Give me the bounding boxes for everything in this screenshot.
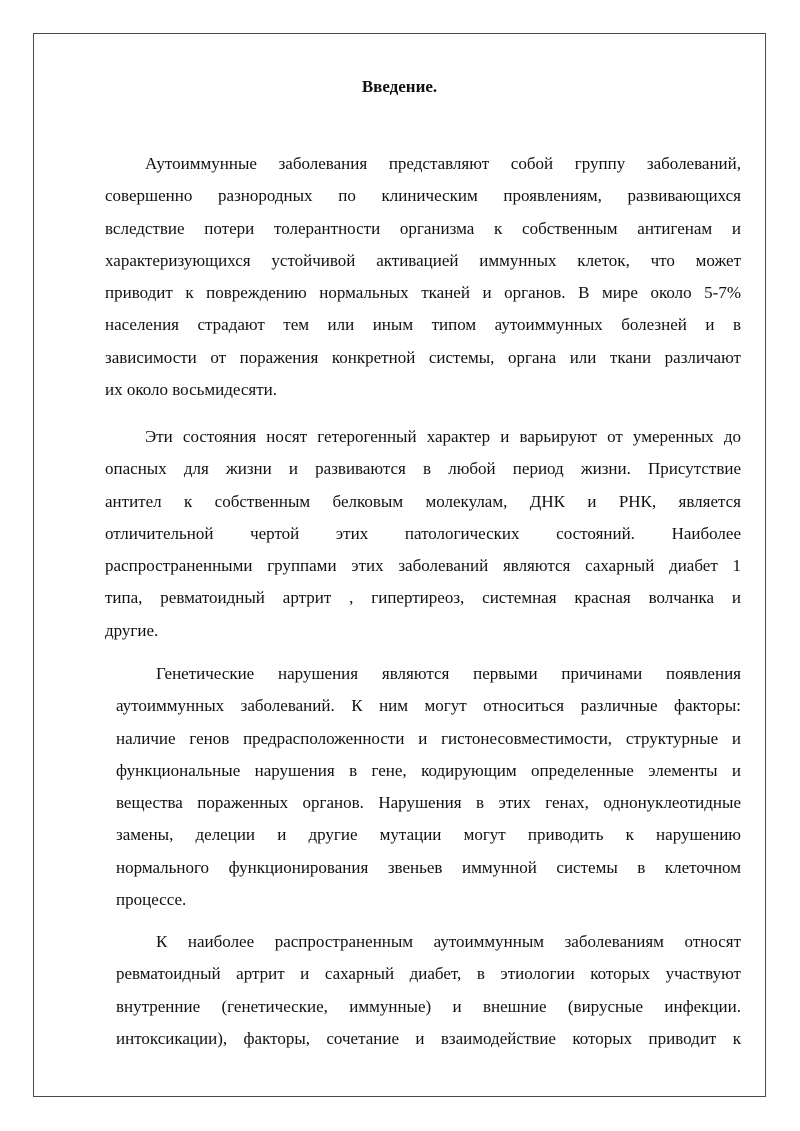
paragraph-line: антител к собственным белковым молекулам, ДНК и РНК, является: [105, 491, 741, 511]
paragraph-line: К наиболее распространенным аутоиммунным заболеваниям относят: [156, 932, 741, 951]
paragraph-line: вследствие потери толерантности организма к собственным антигенам и: [105, 218, 741, 238]
paragraph-line: их около восьмидесяти.: [105, 380, 278, 400]
paragraph-line: нормального функционирования звеньев иммунной системы в клеточном: [116, 857, 741, 877]
paragraph-line: распространенными группами этих заболеваний являются сахарный диабет 1: [105, 556, 741, 576]
paragraph-line: Аутоиммунные заболевания представляют собой группу заболеваний,: [145, 154, 741, 173]
document-page: [33, 33, 766, 1097]
paragraph-1: [105, 148, 741, 406]
paragraph-line: вещества пораженных органов. Нарушения в этих генах, однонуклеотидные: [116, 793, 741, 813]
paragraph-line: другие.: [105, 620, 159, 640]
paragraph-4: [116, 926, 741, 1055]
paragraph-line: Эти состояния носят гетерогенный характер и варьируют от умеренных до: [145, 427, 741, 446]
paragraph-line: аутоиммунных заболеваний. К ним могут относиться различные факторы:: [116, 696, 741, 716]
paragraph-line: опасных для жизни и развиваются в любой период жизни. Присутствие: [105, 459, 741, 479]
document-title: Введение.: [361, 77, 438, 96]
paragraph-line: совершенно разнородных по клиническим проявлениям, развивающихся: [105, 186, 741, 206]
paragraph-line: населения страдают тем или иным типом аутоиммунных болезней и в: [105, 315, 741, 335]
paragraph-line: замены, делеции и другие мутации могут приводить к нарушению: [116, 825, 741, 845]
paragraph-line: отличительной чертой этих патологических состояний. Наиболее: [105, 523, 741, 543]
paragraph-line: внутренние (генетические, иммунные) и внешние (вирусные инфекции.: [116, 996, 741, 1016]
paragraph-line: наличие генов предрасположенности и гистонесовместимости, структурные и: [116, 728, 741, 748]
paragraph-line: ревматоидный артрит и сахарный диабет, в этиологии которых участвуют: [116, 964, 741, 984]
paragraph-3: [116, 658, 741, 916]
paragraph-line: приводит к повреждению нормальных тканей и органов. В мире около 5-7%: [105, 283, 741, 303]
paragraph-line: интоксикации), факторы, сочетание и взаимодействие которых приводит к: [116, 1028, 741, 1048]
paragraph-line: зависимости от поражения конкретной системы, органа или ткани различают: [105, 347, 741, 367]
paragraph-line: характеризующихся устойчивой активацией иммунных клеток, что может: [105, 250, 741, 270]
paragraph-line: типа, ревматоидный артрит , гипертиреоз, системная красная волчанка и: [105, 588, 741, 608]
paragraph-line: функциональные нарушения в гене, кодирующим определенные элементы и: [116, 760, 741, 780]
paragraph-line: Генетические нарушения являются первыми причинами появления: [156, 664, 741, 683]
paragraph-line: процессе.: [116, 890, 187, 910]
paragraph-2: [105, 421, 741, 647]
